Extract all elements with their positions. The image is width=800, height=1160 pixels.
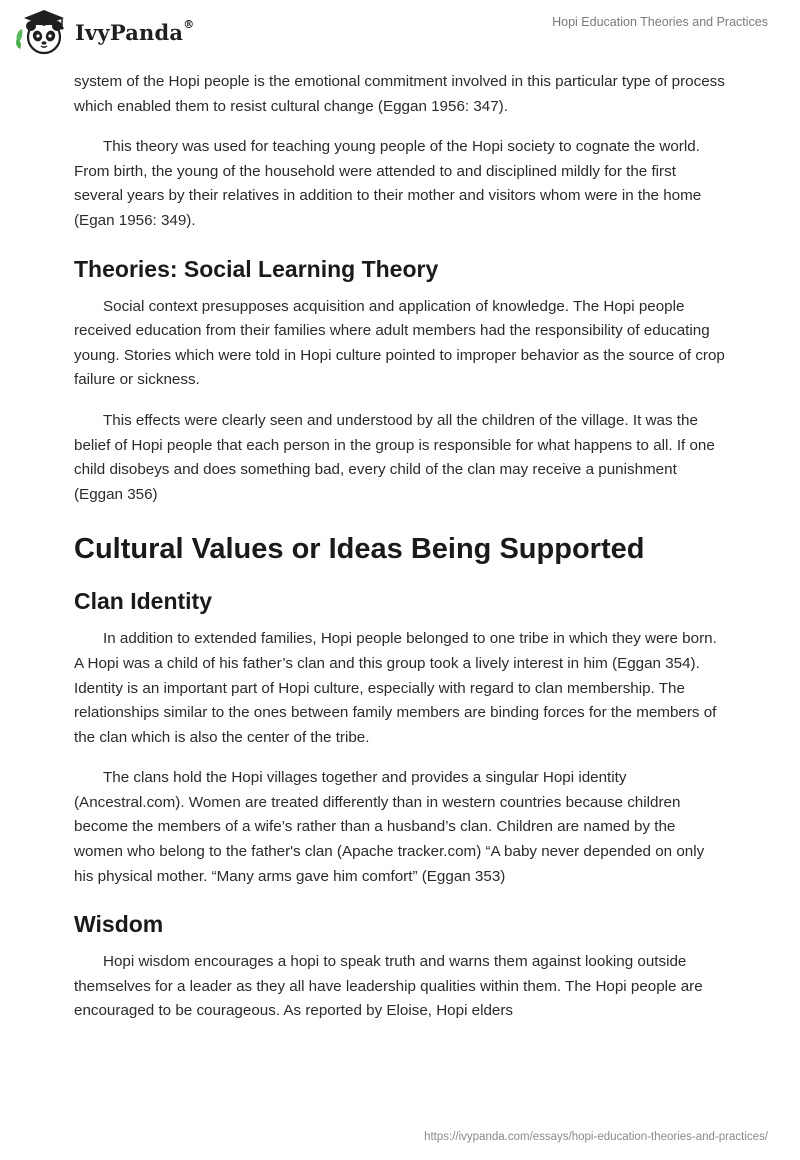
ivypanda-logo[interactable]	[14, 7, 194, 57]
paragraph: system of the Hopi people is the emotional commitment involved in this particular type of process which enabled them to resist cultural change (Eggan 1956: 347).	[74, 73, 725, 115]
brand-name: IvyPanda®	[75, 17, 195, 45]
major-heading: Cultural Values or Ideas Being Supported	[74, 533, 645, 566]
section-heading: Clan Identity	[74, 588, 213, 615]
paragraph: In addition to extended families, Hopi people belonged to one tribe in which they were born. A Hopi was a child of his father’s clan and this group took a lively interest in him (Eggan 354). Identity is an important part of Hopi culture, especially with regard to clan membership. The relationships similar to the ones between family members are binding forces for the members of the clan which is also the center of the tribe.	[74, 630, 717, 746]
page-header	[0, 0, 800, 66]
paragraph: The clans hold the Hopi villages together and provides a singular Hopi identity (Ancestral.com). Women are treated differently than in western countries because children become the members of a wife’s rather than a husband’s clan. Children are named by the women who belong to the father's clan (Apache tracker.com) “A baby never depended on only his physical mother. “Many arms gave him comfort” (Eggan 353)	[74, 769, 705, 885]
paragraph: This theory was used for teaching young people of the Hopi society to cognate the world. From birth, the young of the household were attended to and disciplined mildly for the first several years by their relatives in addition to their mother and visitors whom were in the home (Egan 1956: 349).	[74, 138, 702, 229]
section-heading: Theories: Social Learning Theory	[74, 255, 439, 282]
panda-graduate-icon	[14, 7, 70, 57]
paragraph: Social context presupposes acquisition and application of knowledge. The Hopi people received education from their families where adult members had the responsibility of educating young. Stories which were told in Hopi culture pointed to improper behavior as the source of crop failure or sickness.	[74, 297, 725, 389]
essay-content	[74, 70, 726, 1040]
paragraph: Hopi wisdom encourages a hopi to speak truth and warns them against looking outside themselves for a leader as they all have leadership qualities within them. The Hopi people are encouraged to be courageous. As reported by Eloise, Hopi elders	[74, 953, 703, 1020]
section-heading: Wisdom	[74, 911, 164, 938]
paragraph: This effects were clearly seen and understood by all the children of the village. It was the belief of Hopi people that each person in the group is responsible for what happens to all. If one child disobeys and does something bad, every child of the clan may receive a punishment (Eggan 356)	[74, 411, 715, 503]
source-url: https://ivypanda.com/essays/hopi-education-theories-and-practices/	[424, 1131, 768, 1143]
document-title: Hopi Education Theories and Practices	[552, 15, 768, 29]
